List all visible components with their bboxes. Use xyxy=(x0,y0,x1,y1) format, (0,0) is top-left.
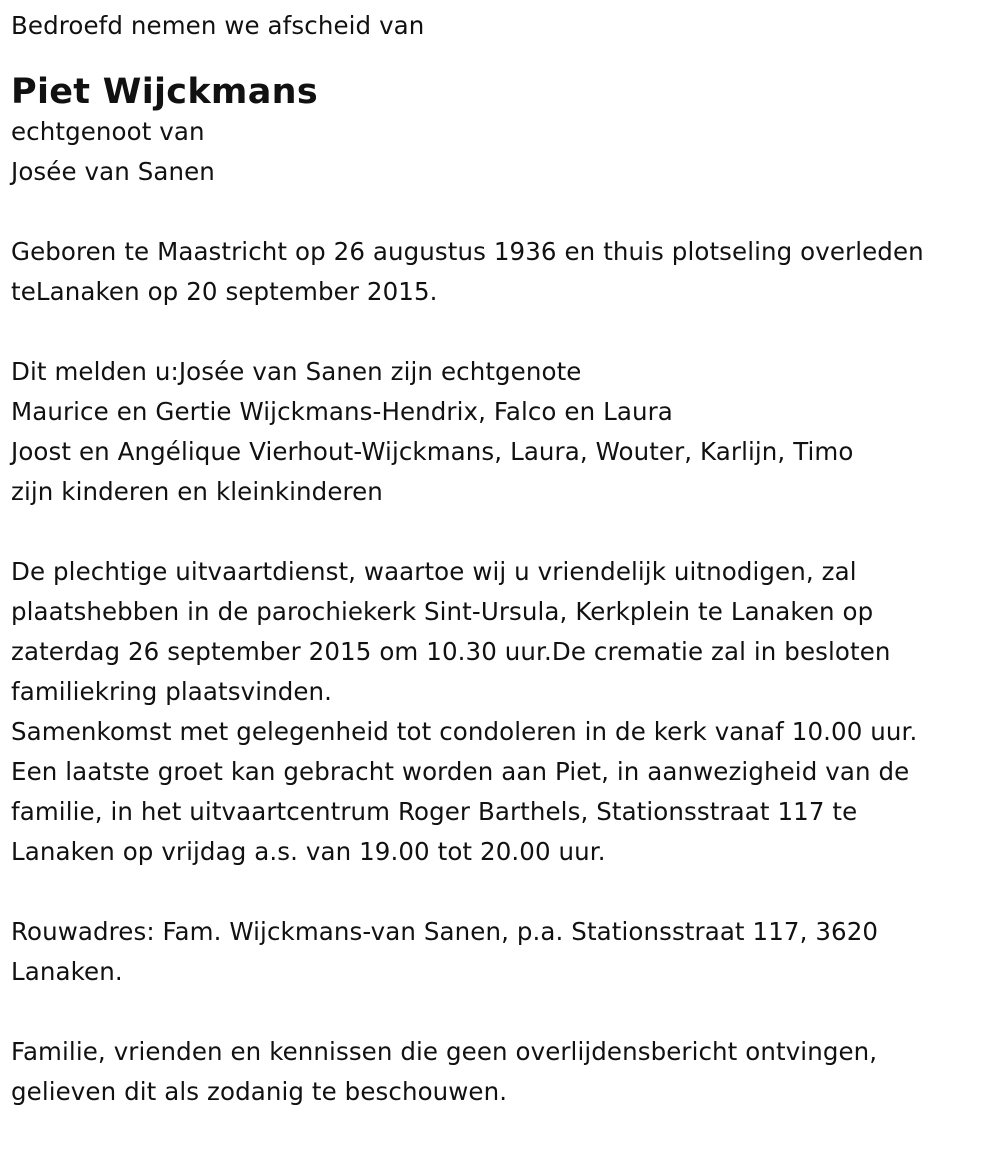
spouse-line: Josée van Sanen xyxy=(11,157,215,186)
service-paragraph xyxy=(11,552,996,872)
paragraph-line: Maurice en Gertie Wijckmans-Hendrix, Falco en Laura xyxy=(11,397,673,426)
address-paragraph xyxy=(11,912,996,992)
paragraph-line: Een laatste groet kan gebracht worden aan Piet, in aanwezigheid van de xyxy=(11,757,910,786)
paragraph-line: zijn kinderen en kleinkinderen xyxy=(11,477,383,506)
spacer xyxy=(11,192,996,232)
birth-death-paragraph xyxy=(11,232,996,312)
paragraph-line: Lanaken op vrijdag a.s. van 19.00 tot 20.00 uur. xyxy=(11,837,606,866)
paragraph-line: Dit melden u:Josée van Sanen zijn echtgenote xyxy=(11,357,582,386)
paragraph-line: Rouwadres: Fam. Wijckmans-van Sanen, p.a. Stationsstraat 117, 3620 xyxy=(11,917,879,946)
paragraph-line: familiekring plaatsvinden. xyxy=(11,677,333,706)
paragraph-line: Samenkomst met gelegenheid tot condoleren in de kerk vanaf 10.00 uur. xyxy=(11,717,918,746)
spacer xyxy=(11,872,996,912)
paragraph-line: plaatshebben in de parochiekerk Sint-Ursula, Kerkplein te Lanaken op xyxy=(11,597,874,626)
spacer xyxy=(11,312,996,352)
spouse-line: echtgenoot van xyxy=(11,117,205,146)
paragraph-line: Geboren te Maastricht op 26 augustus 1936 en thuis plotseling overleden xyxy=(11,237,924,266)
paragraph-line: Joost en Angélique Vierhout-Wijckmans, Laura, Wouter, Karlijn, Timo xyxy=(11,437,854,466)
paragraph-line: familie, in het uitvaartcentrum Roger Barthels, Stationsstraat 117 te xyxy=(11,797,858,826)
paragraph-line: gelieven dit als zodanig te beschouwen. xyxy=(11,1077,508,1106)
spacer xyxy=(11,512,996,552)
paragraph-line: zaterdag 26 september 2015 om 10.30 uur.De crematie zal in besloten xyxy=(11,637,891,666)
paragraph-line: Familie, vrienden en kennissen die geen overlijdensbericht ontvingen, xyxy=(11,1037,878,1066)
paragraph-line: teLanaken op 20 september 2015. xyxy=(11,277,438,306)
spacer xyxy=(11,992,996,1032)
death-notice xyxy=(11,0,996,1112)
spouse-section xyxy=(11,112,996,192)
closing-paragraph xyxy=(11,1032,996,1112)
deceased-name: Piet Wijckmans xyxy=(11,72,318,112)
intro-text: Bedroefd nemen we afscheid van xyxy=(11,11,425,40)
paragraph-line: Lanaken. xyxy=(11,957,123,986)
family-paragraph xyxy=(11,352,996,512)
paragraph-line: De plechtige uitvaartdienst, waartoe wij u vriendelijk uitnodigen, zal xyxy=(11,557,857,586)
